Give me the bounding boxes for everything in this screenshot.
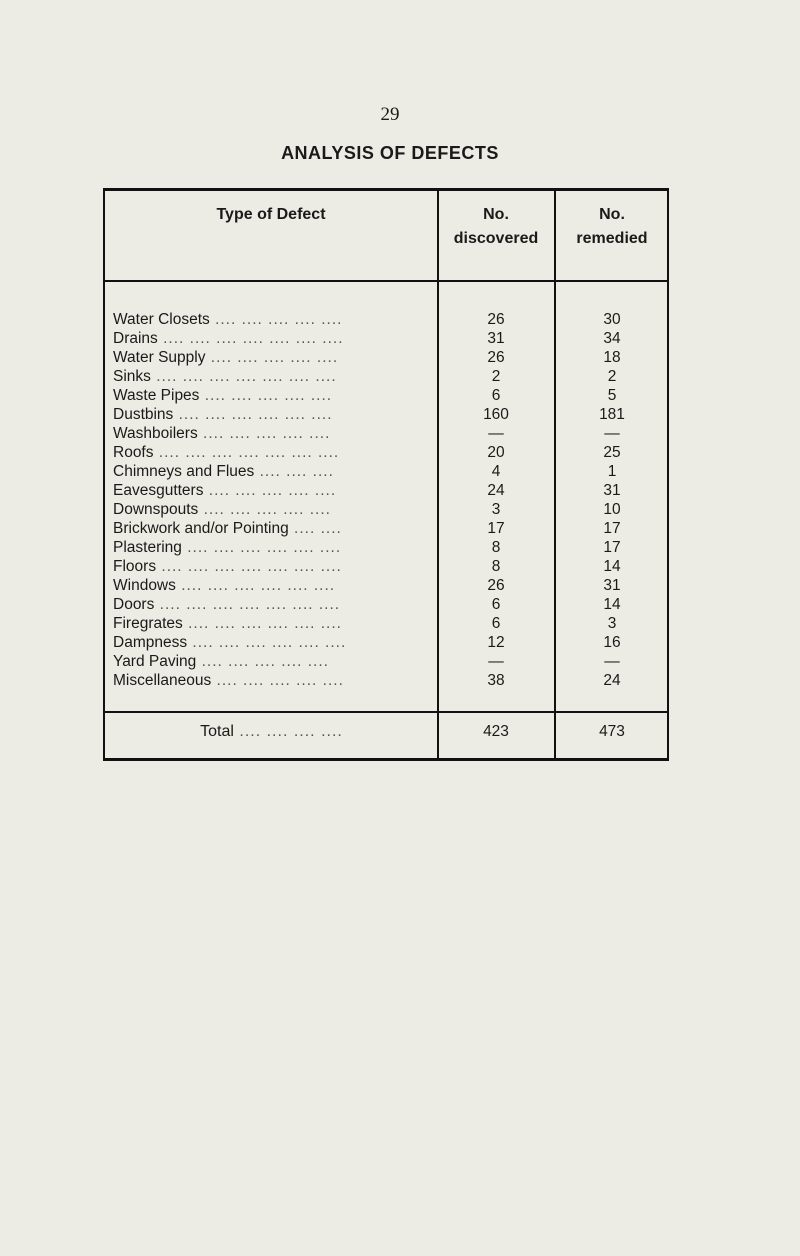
- discovered-value: —: [488, 425, 504, 442]
- discovered-value: 31: [487, 330, 505, 347]
- remedied-value: 24: [603, 672, 621, 689]
- defect-name: Roofs: [113, 444, 154, 461]
- defect-name: Brickwork and/or Pointing: [113, 520, 289, 537]
- total-label: [105, 721, 438, 743]
- remedied-value: 3: [607, 615, 617, 632]
- defect-label: [113, 481, 433, 500]
- discovered-value: 38: [487, 672, 505, 689]
- defect-name: Drains: [113, 330, 158, 347]
- remedied-value: 34: [603, 330, 621, 347]
- table-row: [105, 671, 667, 690]
- defect-label: [113, 367, 433, 386]
- defect-name: Downspouts: [113, 501, 199, 518]
- defect-name: Dampness: [113, 634, 188, 651]
- defect-name: Yard Paving: [113, 653, 197, 670]
- remedied-value: 17: [603, 539, 621, 556]
- discovered-value: —: [488, 653, 504, 670]
- defect-label: [113, 633, 433, 652]
- remedied-value: 31: [603, 482, 621, 499]
- table-row: [105, 652, 667, 671]
- leader-dots: .... .... .... .... ....: [203, 482, 337, 499]
- discovered-value: 12: [487, 634, 505, 651]
- header-type-of-defect: Type of Defect: [216, 206, 326, 223]
- table-row: [105, 424, 667, 443]
- leader-dots: .... .... .... .... .... ....: [182, 615, 342, 632]
- defect-label: [113, 595, 433, 614]
- leader-dots: .... .... .... .... .... .... ....: [157, 330, 344, 347]
- defect-name: Floors: [113, 558, 157, 575]
- leader-dots: .... .... .... .... ....: [211, 672, 344, 689]
- discovered-value: 6: [491, 596, 501, 613]
- discovered-value: 3: [491, 501, 501, 518]
- header-divider: [105, 280, 667, 282]
- defect-label: [113, 538, 433, 557]
- defect-name: Chimneys and Flues: [113, 463, 255, 480]
- discovered-value: 6: [491, 615, 501, 632]
- total-row: [105, 721, 667, 743]
- leader-dots: .... .... .... .... .... ....: [181, 539, 342, 556]
- defect-label: [113, 576, 433, 595]
- table-row: [105, 557, 667, 576]
- defect-label: [113, 519, 433, 538]
- discovered-value: 8: [491, 539, 501, 556]
- discovered-value: 160: [483, 406, 509, 423]
- leader-dots: .... .... .... .... .... ....: [175, 577, 336, 594]
- discovered-value: 2: [491, 368, 501, 385]
- table-row: [105, 367, 667, 386]
- remedied-value: 181: [599, 406, 625, 423]
- leader-dots: .... .... .... .... .... .... ....: [154, 596, 341, 613]
- total-leader-dots: .... .... .... ....: [233, 723, 343, 740]
- table-row: [105, 329, 667, 348]
- defect-name: Washboilers: [113, 425, 198, 442]
- defect-label: [113, 329, 433, 348]
- defect-label: [113, 405, 433, 424]
- leader-dots: .... .... .... .... ....: [209, 311, 343, 328]
- header-remedied-line2: remedied: [576, 230, 648, 247]
- header-discovered-line2: discovered: [453, 230, 539, 247]
- discovered-value: 17: [487, 520, 505, 537]
- header-remedied: [555, 203, 669, 251]
- defect-label: [113, 310, 433, 329]
- table-row: [105, 595, 667, 614]
- table-row: [105, 386, 667, 405]
- defect-label: [113, 348, 433, 367]
- discovered-value: 26: [487, 311, 505, 328]
- discovered-value: 6: [491, 387, 501, 404]
- table-row: [105, 576, 667, 595]
- defect-name: Water Closets: [113, 311, 210, 328]
- discovered-value: 8: [491, 558, 501, 575]
- remedied-value: 16: [603, 634, 621, 651]
- table-row: [105, 481, 667, 500]
- remedied-value: 5: [607, 387, 617, 404]
- defect-label: [113, 614, 433, 633]
- defect-name: Plastering: [113, 539, 182, 556]
- leader-dots: .... .... .... .... .... ....: [173, 406, 333, 423]
- remedied-value: 2: [607, 368, 617, 385]
- defect-label: [113, 443, 433, 462]
- leader-dots: .... ....: [288, 520, 342, 537]
- table-row: [105, 310, 667, 329]
- leader-dots: .... .... .... .... .... .... ....: [156, 558, 342, 575]
- header-discovered: [438, 203, 554, 251]
- leader-dots: .... .... .... .... ....: [197, 425, 331, 442]
- defect-label: [113, 462, 433, 481]
- defect-name: Windows: [113, 577, 176, 594]
- defect-name: Doors: [113, 596, 155, 613]
- defect-name: Water Supply: [113, 349, 206, 366]
- remedied-value: —: [604, 653, 620, 670]
- defect-name: Eavesgutters: [113, 482, 204, 499]
- discovered-value: 26: [487, 577, 505, 594]
- remedied-value: 10: [603, 501, 621, 518]
- remedied-value: 1: [607, 463, 617, 480]
- total-remedied: 473: [599, 723, 625, 740]
- defect-label: [113, 500, 433, 519]
- leader-dots: .... .... .... .... ....: [198, 501, 331, 518]
- defects-table: [103, 188, 669, 761]
- remedied-value: —: [604, 425, 620, 442]
- leader-dots: .... .... .... .... ....: [205, 349, 339, 366]
- defect-label: [113, 671, 433, 690]
- defect-label: [113, 424, 433, 443]
- remedied-value: 18: [603, 349, 621, 366]
- defect-name: Dustbins: [113, 406, 174, 423]
- total-discovered: 423: [483, 723, 509, 740]
- remedied-value: 31: [603, 577, 621, 594]
- remedied-value: 30: [603, 311, 621, 328]
- header-remedied-line1: No.: [599, 206, 625, 223]
- table-row: [105, 633, 667, 652]
- table-row: [105, 500, 667, 519]
- table-row: [105, 443, 667, 462]
- leader-dots: .... .... .... .... .... ....: [187, 634, 347, 651]
- table-row: [105, 614, 667, 633]
- defect-label: [113, 652, 433, 671]
- leader-dots: .... .... ....: [254, 463, 334, 480]
- leader-dots: .... .... .... .... ....: [199, 387, 333, 404]
- table-body: [105, 310, 667, 690]
- discovered-value: 24: [487, 482, 505, 499]
- discovered-value: 26: [487, 349, 505, 366]
- remedied-value: 25: [603, 444, 621, 461]
- page-title: ANALYSIS OF DEFECTS: [281, 143, 499, 163]
- defect-label: [113, 557, 433, 576]
- table-row: [105, 405, 667, 424]
- defect-name: Miscellaneous: [113, 672, 212, 689]
- total-divider: [105, 711, 667, 713]
- defect-label: [113, 386, 433, 405]
- leader-dots: .... .... .... .... .... .... ....: [153, 444, 340, 461]
- table-row: [105, 348, 667, 367]
- defect-name: Sinks: [113, 368, 151, 385]
- table-row: [105, 538, 667, 557]
- page-number: 29: [380, 104, 400, 125]
- table-row: [105, 519, 667, 538]
- total-label-text: Total: [200, 723, 234, 740]
- header-discovered-line1: No.: [483, 206, 509, 223]
- defect-name: Waste Pipes: [113, 387, 200, 404]
- table-row: [105, 462, 667, 481]
- remedied-value: 14: [603, 596, 621, 613]
- remedied-value: 17: [603, 520, 621, 537]
- discovered-value: 4: [491, 463, 501, 480]
- remedied-value: 14: [603, 558, 621, 575]
- leader-dots: .... .... .... .... .... .... ....: [150, 368, 337, 385]
- leader-dots: .... .... .... .... ....: [196, 653, 329, 670]
- discovered-value: 20: [487, 444, 505, 461]
- defect-name: Firegrates: [113, 615, 183, 632]
